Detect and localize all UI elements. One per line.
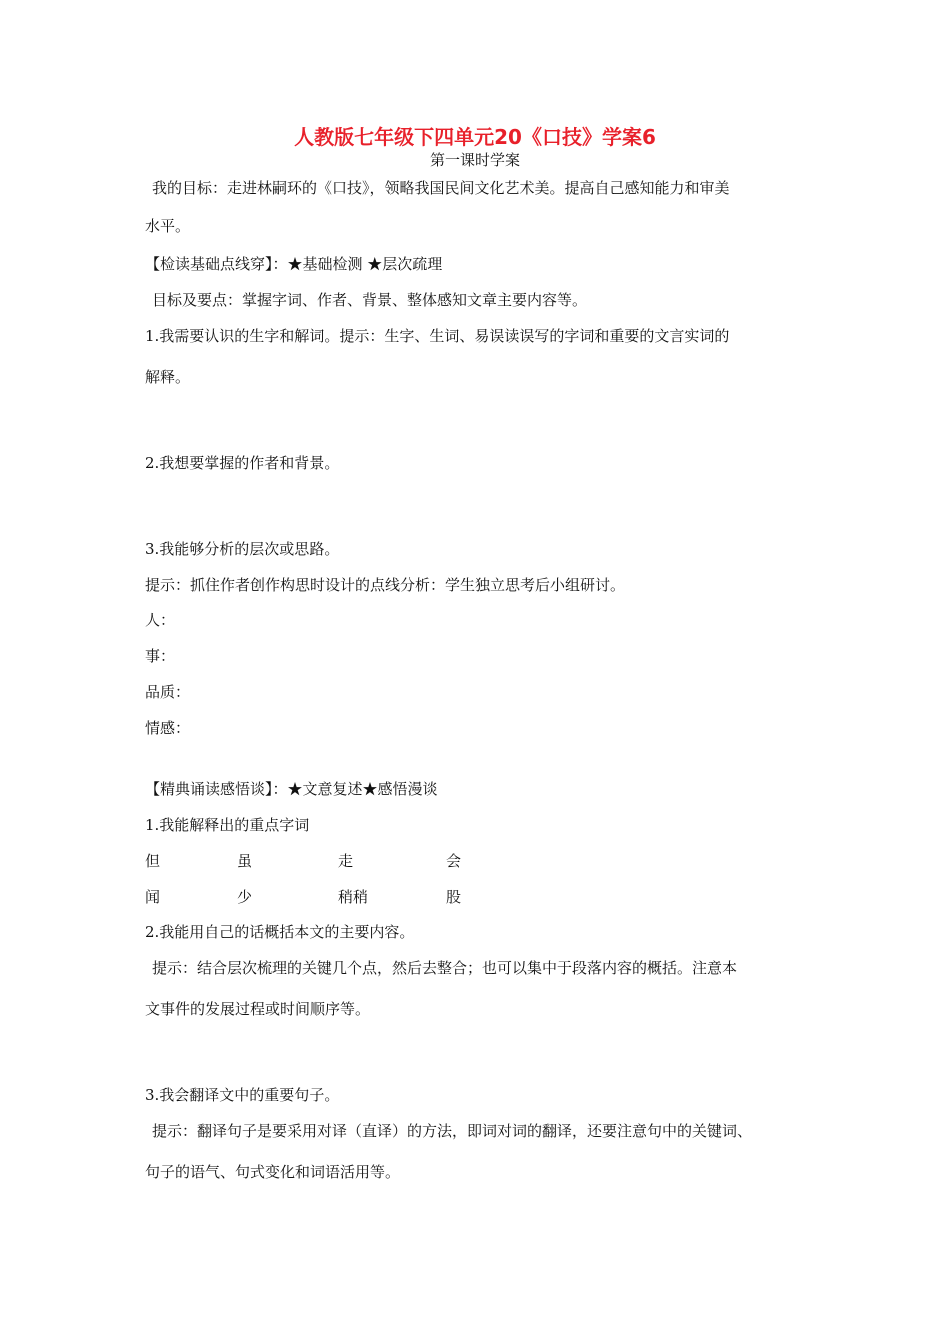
- section2-question-2-hint-line-2: 文事件的发展过程或时间顺序等。: [145, 1000, 371, 1018]
- section1-question-1-line-2: 解释。: [145, 368, 191, 386]
- section2-question-2-hint-line-1: 提示：结合层次梳理的关键几个点，然后去整合；也可以集中于段落内容的概括。注意本: [152, 959, 738, 977]
- key-word: 股: [446, 888, 462, 906]
- section1-question-1-line-1: 1.我需要认识的生字和解词。提示：生字、生词、易误读误写的字词和重要的文言实词的: [145, 327, 730, 345]
- section1-targets: 目标及要点：掌握字词、作者、背景、整体感知文章主要内容等。: [152, 291, 588, 309]
- key-word: 闻: [145, 888, 161, 906]
- label-quality: 品质：: [145, 683, 191, 701]
- section1-question-3-hint: 提示：抓住作者创作构思时设计的点线分析：学生独立思考后小组研讨。: [145, 576, 626, 594]
- section2-question-2: 2.我能用自己的话概括本文的主要内容。: [145, 923, 415, 941]
- label-event: 事：: [145, 647, 176, 665]
- key-word: 会: [446, 852, 462, 870]
- section2-question-1: 1.我能解释出的重点字词: [145, 816, 310, 834]
- section2-question-3: 3.我会翻译文中的重要句子。: [145, 1086, 340, 1104]
- key-word: 走: [338, 852, 354, 870]
- section2-question-3-hint-line-1: 提示：翻译句子是要采用对译（直译）的方法，即词对词的翻译，还要注意句中的关键词、: [152, 1122, 753, 1140]
- label-emotion: 情感：: [145, 719, 191, 737]
- section1-question-2: 2.我想要掌握的作者和背景。: [145, 454, 340, 472]
- document-subtitle: 第一课时学案: [429, 151, 520, 169]
- section1-header: 【检读基础点线穿】：★基础检测 ★层次疏理: [145, 255, 443, 273]
- key-word: 少: [237, 888, 253, 906]
- section1-question-3: 3.我能够分析的层次或思路。: [145, 540, 340, 558]
- section2-question-3-hint-line-2: 句子的语气、句式变化和词语活用等。: [145, 1163, 401, 1181]
- document-title: 人教版七年级下四单元20《口技》学案6: [294, 125, 656, 149]
- label-people: 人：: [145, 611, 176, 629]
- goal-line-1: 我的目标：走进林嗣环的《口技》，领略我国民间文化艺术美。提高自己感知能力和审美: [152, 179, 730, 197]
- section2-header: 【精典诵读感悟谈】：★文意复述★感悟漫谈: [145, 780, 438, 798]
- key-word: 稍稍: [338, 888, 369, 906]
- key-word: 虽: [237, 852, 253, 870]
- key-word: 但: [145, 852, 161, 870]
- goal-line-2: 水平。: [145, 217, 191, 235]
